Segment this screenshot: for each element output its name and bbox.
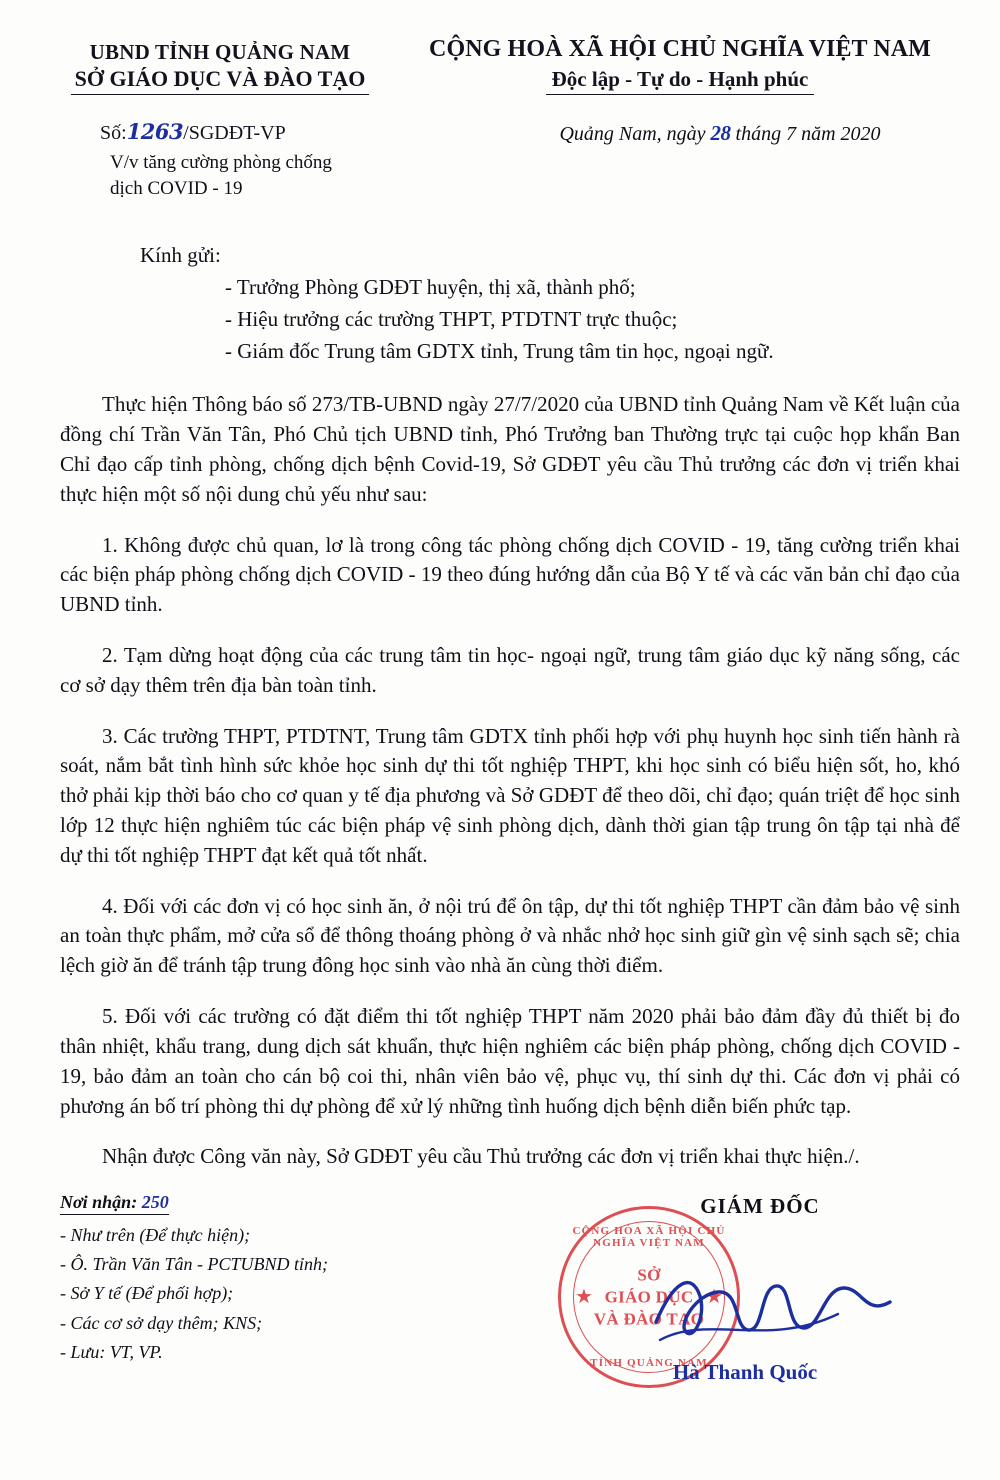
body-paragraph: Nhận được Công văn này, Sở GDĐT yêu cầu Thủ trưởng các đơn vị triển khai thực hiện./.	[102, 1144, 860, 1169]
recipient-item: - Giám đốc Trung tâm GDTX tỉnh, Trung tâm tin học, ngoại ngữ.	[225, 339, 774, 364]
seal-arc-bottom: TỈNH QUẢNG NAM	[590, 1357, 708, 1370]
star-icon: ★	[575, 1286, 593, 1309]
seal-center-line1: SỞ	[637, 1265, 661, 1285]
list-item: - Ô. Trần Văn Tân - PCTUBND tỉnh;	[60, 1254, 329, 1275]
distribution-list	[40, 1192, 530, 1367]
document-number-block	[40, 119, 480, 201]
document-number-value: 1263	[126, 119, 184, 144]
list-item: - Sở Y tế (Để phối hợp);	[60, 1283, 234, 1304]
seal-arc-top: CỘNG HÒA XÃ HỘI CHỦ NGHĨA VIỆT NAM	[572, 1225, 726, 1250]
seal-center-line2: GIÁO DỤC	[604, 1287, 694, 1307]
recipients-title: Kính gửi:	[140, 243, 221, 268]
province-name: UBND TỈNH QUẢNG NAM	[89, 40, 351, 64]
body-paragraph: Thực hiện Thông báo số 273/TB-UBND ngày 27/7/2020 của UBND tỉnh Quảng Nam về Kết luận của đồng chí Trần Văn Tân, Phó Chủ tịch UBND tỉnh, Phó Trưởng ban Thường trực tại cuộc họp khẩn Ban Chỉ đạo cấp tỉnh phòng, chống dịch bệnh Covid-19, Sở GDĐT yêu cầu Thủ trưởng các đơn vị triển khai thực hiện một số nội dung chủ yếu như sau:	[60, 392, 960, 506]
distribution-list-label: Nơi nhận:	[60, 1192, 138, 1213]
seal-center-line3: VÀ ĐÀO TẠO	[593, 1309, 705, 1329]
place-date-suffix: tháng 7 năm 2020	[735, 123, 881, 145]
body-paragraph: 1. Không được chủ quan, lơ là trong công tác phòng chống dịch COVID - 19, tăng cường triển khai các biện pháp phòng chống dịch COVID - 19 theo đúng hướng dẫn của Bộ Y tế và các văn bản chỉ đạo của UBND tỉnh.	[60, 532, 960, 617]
document-body	[0, 390, 1000, 1172]
document-number	[100, 119, 480, 145]
signer-name: Hà Thanh Quốc	[672, 1360, 818, 1385]
document-subject	[100, 150, 480, 201]
document-footer	[0, 1186, 1000, 1385]
body-paragraph: 5. Đối với các trường có đặt điểm thi tốt nghiệp THPT năm 2020 phải bảo đảm đầy đủ thiết bị đo thân nhiệt, khẩu trang, dung dịch sát khuẩn, thực hiện nghiêm các biện pháp phòng, chống dịch COVID - 19, bảo đảm an toàn cho cán bộ coi thi, nhân viên bảo vệ, phục vụ, thí sinh dự thi. Các đơn vị phải có phương án bố trí phòng thi dự phòng để xử lý những tình huống dịch bệnh diễn biến phức tạp.	[60, 1004, 960, 1118]
list-item: - Các cơ sở dạy thêm; KNS;	[60, 1312, 263, 1333]
document-number-suffix: /SGDĐT-VP	[183, 122, 286, 144]
recipient-item: - Hiệu trưởng các trường THPT, PTDTNT trực thuộc;	[225, 307, 678, 332]
recipients-block	[0, 243, 1000, 364]
distribution-items	[60, 1221, 530, 1367]
body-paragraph: 3. Các trường THPT, PTDTNT, Trung tâm GDTX tỉnh phối hợp với phụ huynh học sinh tiến hành rà soát, nắm bắt tình hình sức khỏe học sinh dự thi tốt nghiệp THPT, khi học sinh có biểu hiện sốt, ho, khó thở phải kịp thời báo cho cơ quan y tế địa phương và Sở GDĐT để theo dõi, chỉ đạo; quán triệt để học sinh lớp 12 thực hiện nghiêm túc các biện pháp vệ sinh phòng dịch, dành thời gian tập trung ôn tập tại nhà để dự thi tốt nghiệp THPT đạt kết quả tốt nhất.	[60, 723, 960, 867]
place-date-block	[480, 119, 960, 201]
seal-center-text	[561, 1265, 737, 1330]
document-header	[0, 0, 1000, 95]
signer-title: GIÁM ĐỐC	[700, 1194, 820, 1219]
body-paragraph: 4. Đối với các đơn vị có học sinh ăn, ở nội trú để ôn tập, dự thi tốt nghiệp THPT cần đảm bảo vệ sinh an toàn thực phẩm, mở cửa sổ để thông thoáng phòng ở và nhắc nhở học sinh giữ gìn vệ sinh sạch sẽ; chia lệch giờ ăn để tránh tập trung đông học sinh vào nhà ăn cùng thời điểm.	[60, 893, 960, 978]
recipient-item: - Trưởng Phòng GDĐT huyện, thị xã, thành phố;	[225, 275, 636, 300]
document-number-prefix: Số:	[100, 122, 127, 144]
document-subject-line2: dịch COVID - 19	[110, 177, 243, 199]
national-heading	[400, 30, 960, 95]
distribution-copies-count: 250	[141, 1192, 169, 1213]
star-icon: ★	[705, 1286, 723, 1309]
distribution-list-title	[60, 1192, 169, 1215]
place-and-date	[480, 121, 960, 146]
body-paragraph: 2. Tạm dừng hoạt động của các trung tâm tin học- ngoại ngữ, trung tâm giáo dục kỹ năng sống, các cơ sở dạy thêm trên địa bàn toàn tỉnh.	[60, 642, 960, 697]
signature-block	[530, 1192, 960, 1385]
national-motto: Độc lập - Tự do - Hạnh phúc	[546, 67, 815, 95]
issuing-organization	[40, 30, 400, 95]
list-item: - Như trên (Để thực hiện);	[60, 1225, 251, 1246]
list-item: - Lưu: VT, VP.	[60, 1341, 163, 1362]
document-meta	[0, 119, 1000, 201]
date-day-value: 28	[710, 121, 731, 145]
document-subject-line1: V/v tăng cường phòng chống	[110, 152, 332, 173]
country-name: CỘNG HOÀ XÃ HỘI CHỦ NGHĨA VIỆT NAM	[429, 36, 931, 62]
department-name: SỞ GIÁO DỤC VÀ ĐÀO TẠO	[71, 66, 370, 95]
place-date-prefix: Quảng Nam, ngày	[559, 123, 706, 145]
